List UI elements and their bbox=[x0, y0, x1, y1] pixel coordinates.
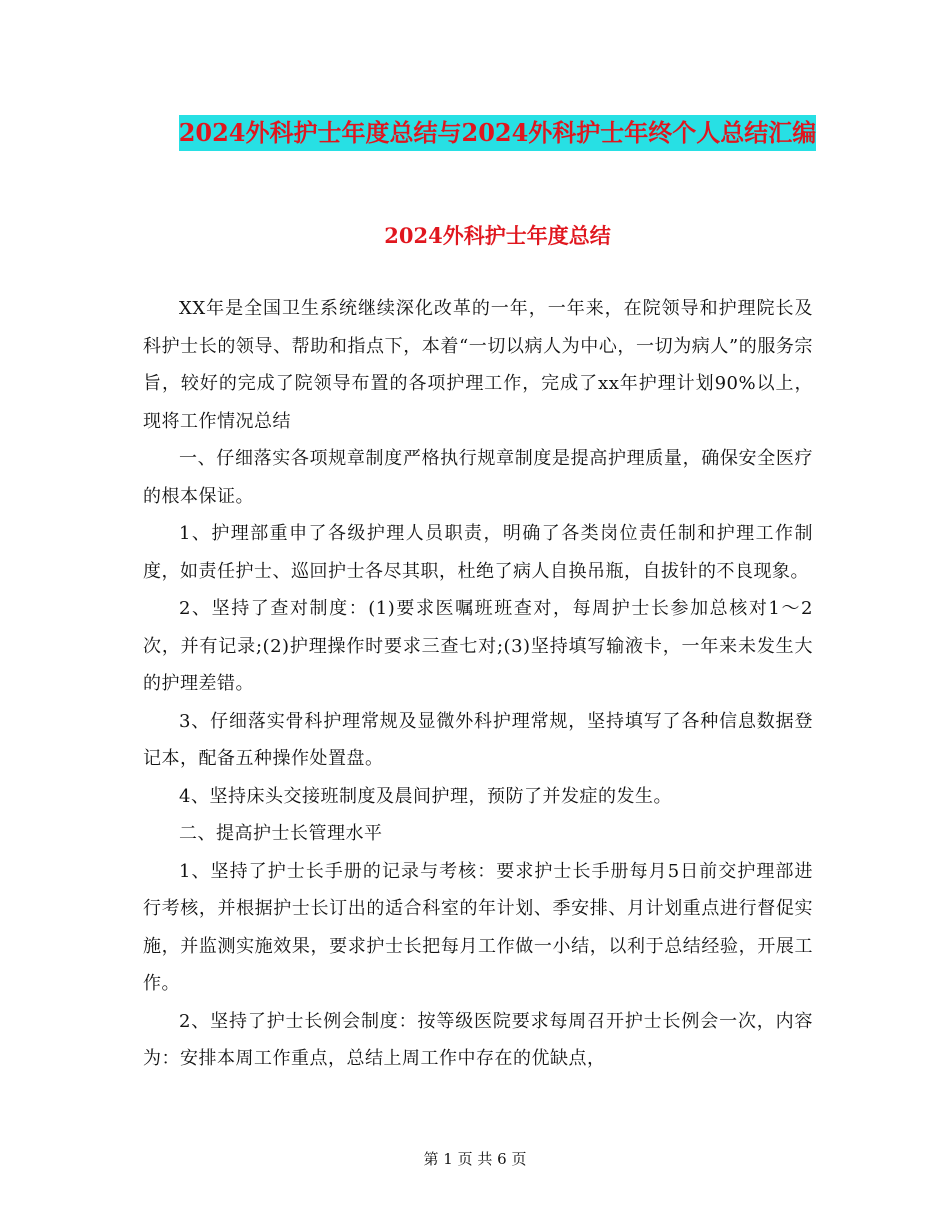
section-title: 2024外科护士年度总结 bbox=[384, 223, 611, 248]
paragraph-heading-one: 一、仔细落实各项规章制度严格执行规章制度是提高护理质量，确保安全医疗的根本保证。 bbox=[143, 448, 813, 507]
footer-prefix: 第 bbox=[423, 1150, 439, 1168]
paragraph-item-1-2: 2、坚持了查对制度：(1)要求医嘱班班查对，每周护士长参加总核对1～2次，并有记录;(2)护理操作时要求三查七对;(3)坚持填写输液卡，一年来未发生大的护理差错。 bbox=[143, 598, 813, 694]
paragraph-item-1-1: 1、护理部重申了各级护理人员职责，明确了各类岗位责任制和护理工作制度，如责任护士、巡回护士各尽其职，杜绝了病人自换吊瓶，自拔针的不良现象。 bbox=[143, 523, 813, 582]
footer-suffix: 页 bbox=[511, 1150, 527, 1168]
paragraph-heading-two: 二、提高护士长管理水平 bbox=[179, 823, 383, 844]
paragraph-item-2-2: 2、坚持了护士长例会制度：按等级医院要求每周召开护士长例会一次，内容为：安排本周工作重点，总结上周工作中存在的优缺点， bbox=[143, 1010, 813, 1069]
document-title-highlight: 2024外科护士年度总结与2024外科护士年终个人总结汇编 bbox=[179, 115, 817, 151]
paragraph-intro: XX年是全国卫生系统继续深化改革的一年，一年来，在院领导和护理院长及科护士长的领导、帮助和指点下，本着“一切以病人为中心，一切为病人”的服务宗旨，较好的完成了院领导布置的各项护理工作，完成了xx年护理计划90%以上，现将工作情况总结 bbox=[143, 298, 813, 432]
document-body bbox=[143, 290, 813, 1078]
paragraph-item-1-4: 4、坚持床头交接班制度及晨间护理，预防了并发症的发生。 bbox=[179, 785, 672, 807]
document-title bbox=[140, 110, 855, 156]
footer-middle: 页 共 bbox=[457, 1150, 493, 1168]
footer-page-total: 6 bbox=[497, 1150, 507, 1168]
footer-page-number: 1 bbox=[443, 1150, 453, 1168]
paragraph-item-2-1: 1、坚持了护士长手册的记录与考核：要求护士长手册每月5日前交护理部进行考核，并根据护士长订出的适合科室的年计划、季安排、月计划重点进行督促实施，并监测实施效果，要求护士长把每月工作做一小结，以利于总结经验，开展工作。 bbox=[143, 860, 813, 994]
paragraph-item-1-3: 3、仔细落实骨科护理常规及显微外科护理常规，坚持填写了各种信息数据登记本，配备五种操作处置盘。 bbox=[143, 710, 813, 769]
page-footer bbox=[0, 1147, 950, 1171]
